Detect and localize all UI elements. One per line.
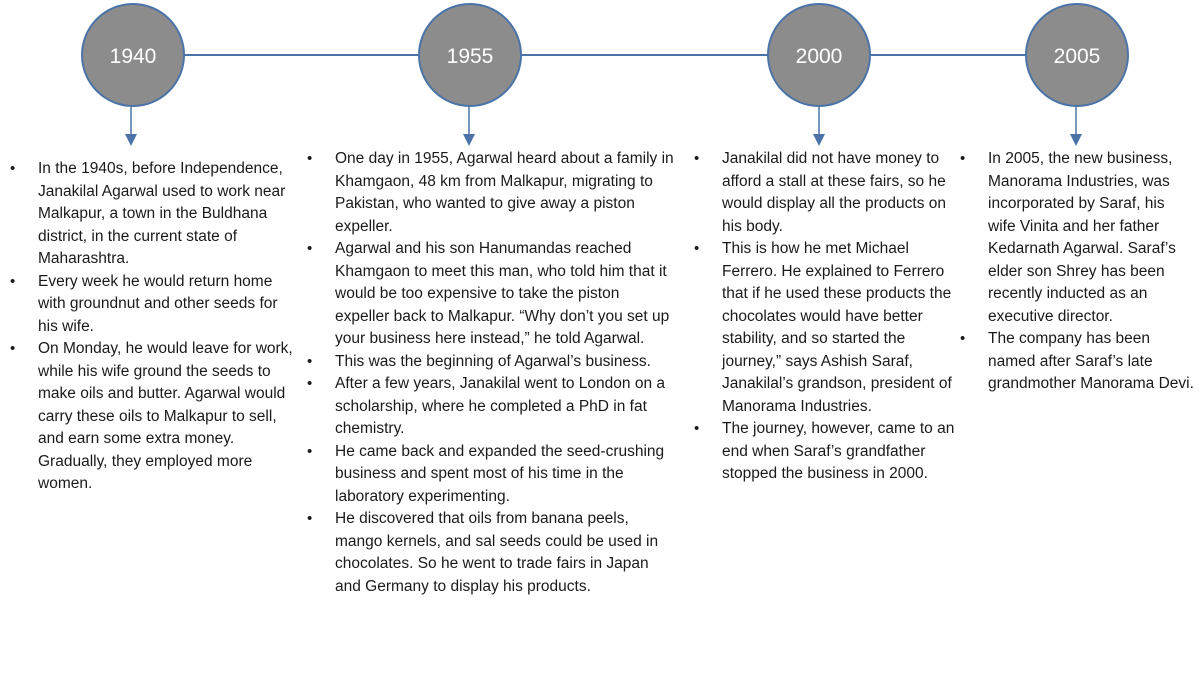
bullet-dot: •	[307, 375, 313, 392]
bullet-item	[690, 418, 956, 486]
event-column-1940	[6, 158, 294, 496]
bullet-text: In 2005, the new business, Manorama Industries, was incorporated by Saraf, his wife Vinita and her father Kedarnath Agarwal. Saraf’s elder son Shrey has been recently inducted as an executive director.	[988, 150, 1176, 325]
bullet-item	[303, 351, 675, 374]
bullet-dot: •	[10, 272, 16, 290]
bullet-dot: •	[960, 330, 966, 347]
bullet-dot: •	[307, 352, 313, 370]
year-label-1940: 1940	[109, 45, 157, 68]
bullet-dot: •	[960, 150, 966, 167]
bullet-item	[956, 328, 1196, 396]
bullet-text: After a few years, Janakilal went to London on a scholarship, where he completed a PhD in fat chemistry.	[335, 375, 666, 437]
bullet-item	[303, 238, 675, 351]
bullet-item	[303, 373, 675, 441]
bullet-text: This was the beginning of Agarwal’s business.	[335, 352, 651, 370]
bullet-dot: •	[307, 150, 313, 167]
event-column-2000	[690, 148, 956, 486]
bullet-item	[956, 148, 1196, 328]
bullet-text: The journey, however, came to an end when Saraf’s grandfather stopped the business in 2000.	[722, 420, 955, 482]
bullet-text: He came back and expanded the seed-crushing business and spent most of his time in the laboratory experimenting.	[335, 442, 665, 505]
bullet-dot: •	[307, 442, 313, 460]
bullet-dot: •	[307, 240, 313, 257]
year-label-2005: 2005	[1053, 45, 1101, 68]
bullet-text: On Monday, he would leave for work, while his wife ground the seeds to make oils and butter. Agarwal would carry these oils to Malkapur to sell, and earn some extra money. Gradually, they employed more women.	[38, 340, 293, 492]
bullet-dot: •	[307, 510, 313, 527]
bullet-text: One day in 1955, Agarwal heard about a family in Khamgaon, 48 km from Malkapur, migrating to Pakistan, who wanted to give away a piston expeller.	[335, 150, 674, 235]
bullet-dot: •	[10, 340, 16, 357]
bullet-list-2000	[690, 148, 956, 486]
bullet-text: In the 1940s, before Independence, Janakilal Agarwal used to work near Malkapur, a town in the Buldhana district, in the current state of Maharashtra.	[38, 160, 286, 267]
bullet-dot: •	[694, 240, 700, 257]
bullet-text: Janakilal did not have money to afford a stall at these fairs, so he would display all the products on his body.	[722, 150, 947, 235]
bullet-text: Every week he would return home with groundnut and other seeds for his wife.	[38, 272, 278, 335]
year-label-1955: 1955	[446, 45, 494, 68]
bullet-text: The company has been named after Saraf’s late grandmother Manorama Devi.	[988, 330, 1194, 392]
bullet-dot: •	[10, 160, 16, 177]
bullet-text: He discovered that oils from banana peels, mango kernels, and sal seeds could be used in chocolates. So he went to trade fairs in Japan and Germany to display his products.	[335, 510, 659, 595]
bullet-text: This is how he met Michael Ferrero. He explained to Ferrero that if he used these products the chocolates would have better stability, and so started the journey,” says Ashish Saraf, Janakilal’s grandson, president of Manorama Industries.	[722, 240, 952, 415]
year-label-2000: 2000	[795, 45, 843, 68]
bullet-dot: •	[694, 150, 700, 167]
bullet-text: Agarwal and his son Hanumandas reached Khamgaon to meet this man, who told him that it would be too expensive to take the piston expeller back to Malkapur. “Why don’t you set up your business here instead,” he told Agarwal.	[335, 240, 670, 347]
event-column-2005	[956, 148, 1196, 396]
bullet-item	[6, 271, 294, 339]
bullet-item	[690, 238, 956, 418]
bullet-item	[303, 148, 675, 238]
bullet-list-1955	[303, 148, 675, 598]
event-column-1955	[303, 148, 675, 598]
bullet-item	[303, 441, 675, 509]
bullet-item	[6, 158, 294, 271]
bullet-item	[690, 148, 956, 238]
bullet-item	[303, 508, 675, 598]
bullet-list-2005	[956, 148, 1196, 396]
bullet-item	[6, 338, 294, 496]
bullet-dot: •	[694, 420, 700, 437]
bullet-list-1940	[6, 158, 294, 496]
